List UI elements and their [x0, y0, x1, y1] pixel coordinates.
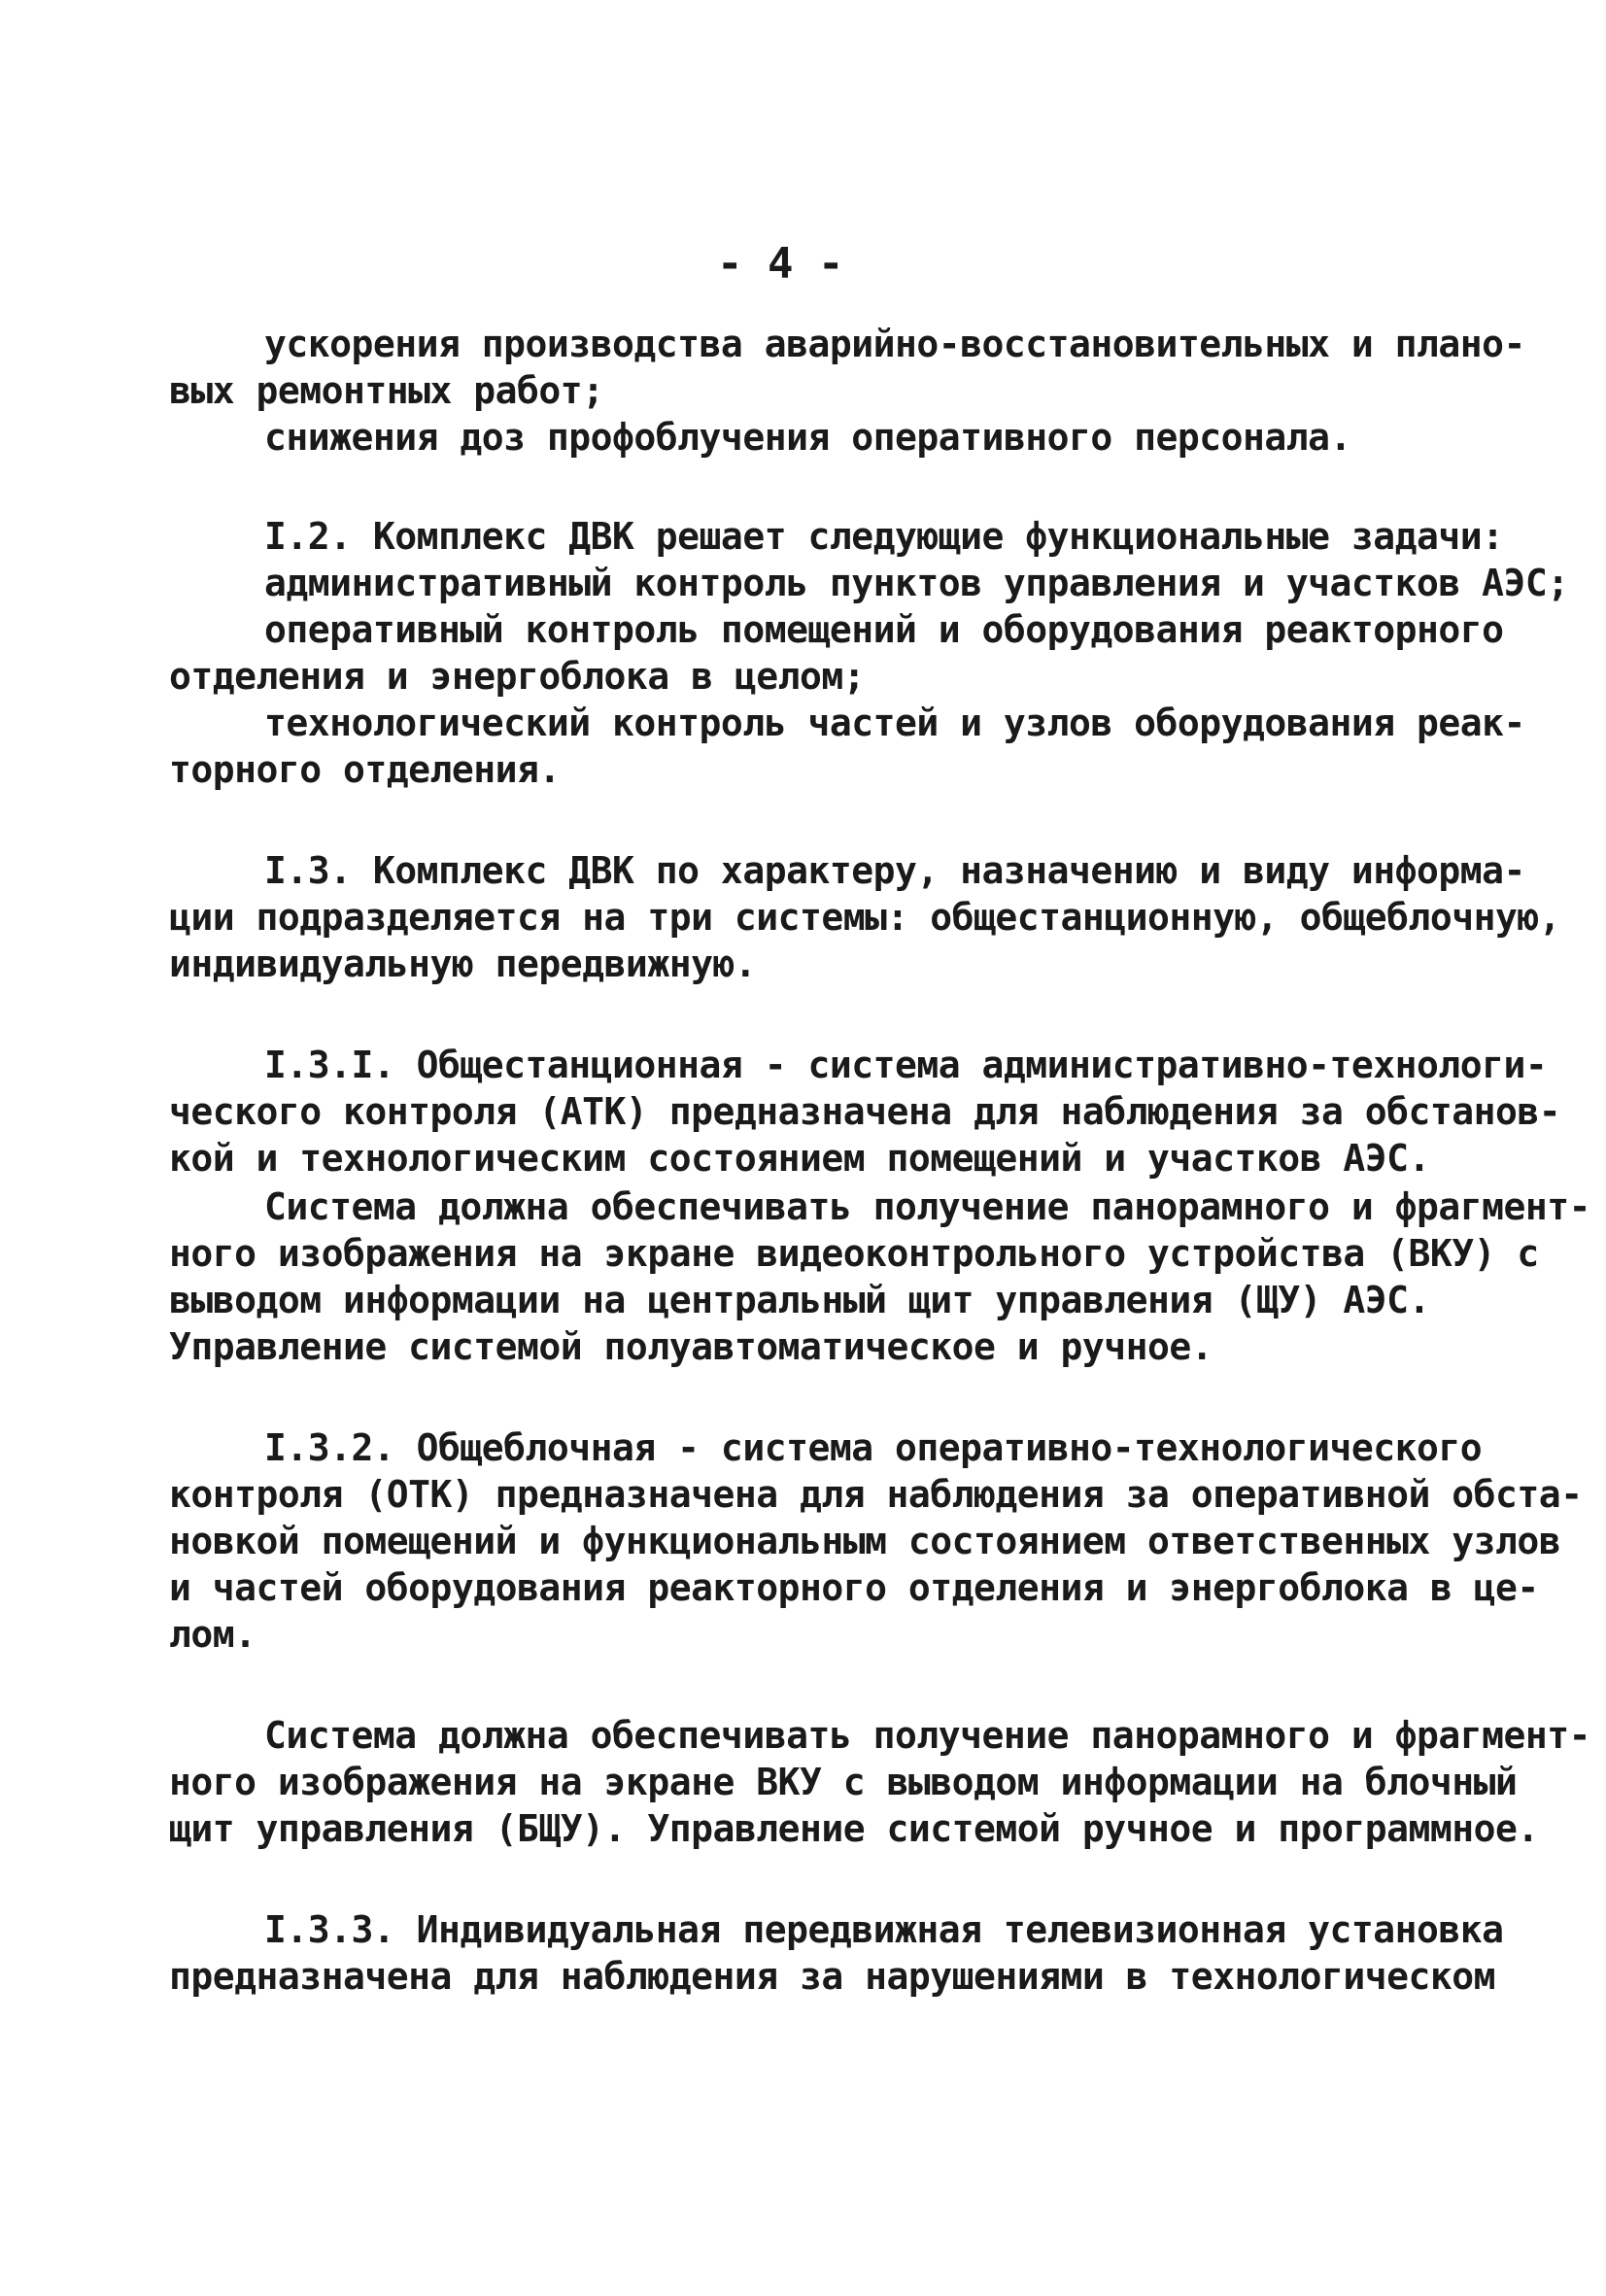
- text-line: щит управления (БЩУ). Управление системой ручное и программное.: [169, 1807, 1539, 1850]
- text-line: административный контроль пунктов управления и участков АЭС;: [264, 562, 1569, 604]
- text-line: ческого контроля (АТК) предназначена для наблюдения за обстанов-: [169, 1090, 1561, 1133]
- text-line: I.3.I. Общестанционная - система административно-технологи-: [264, 1044, 1548, 1086]
- text-line: Управление системой полуавтоматическое и ручное.: [169, 1325, 1213, 1368]
- text-line: кой и технологическим состоянием помещений и участков АЭС.: [169, 1137, 1430, 1180]
- text-line: новкой помещений и функциональным состоянием ответственных узлов: [169, 1520, 1561, 1562]
- text-line: торного отделения.: [169, 748, 561, 791]
- text-line: I.3.2. Общеблочная - система оперативно-технологического: [264, 1426, 1483, 1469]
- text-line: контроля (ОТК) предназначена для наблюдения за оперативной обста-: [169, 1473, 1583, 1516]
- text-line: оперативный контроль помещений и оборудования реакторного: [264, 608, 1504, 651]
- text-line: индивидуальную передвижную.: [169, 942, 757, 985]
- text-line: I.3. Комплекс ДВК по характеру, назначению и виду информа-: [264, 849, 1525, 892]
- text-line: ции подразделяется на три системы: общестанционную, общеблочную,: [169, 896, 1561, 939]
- text-line: Система должна обеспечивать получение панорамного и фрагмент-: [264, 1714, 1591, 1757]
- page-number: - 4 -: [717, 239, 843, 289]
- text-line: ного изображения на экране видеоконтрольного устройства (ВКУ) с: [169, 1232, 1539, 1275]
- text-line: и частей оборудования реакторного отделения и энергоблока в це-: [169, 1566, 1539, 1609]
- text-line: I.3.3. Индивидуальная передвижная телевизионная установка: [264, 1908, 1504, 1951]
- text-line: ускорения производства аварийно-восстановительных и плано-: [264, 323, 1525, 365]
- text-line: лом.: [169, 1613, 256, 1656]
- text-line: I.2. Комплекс ДВК решает следующие функциональные задачи:: [264, 515, 1504, 558]
- text-line: выводом информации на центральный щит управления (ЩУ) АЭС.: [169, 1279, 1430, 1321]
- text-line: снижения доз профоблучения оперативного персонала.: [264, 416, 1351, 459]
- text-line: отделения и энергоблока в целом;: [169, 655, 866, 698]
- text-line: Система должна обеспечивать получение панорамного и фрагмент-: [264, 1185, 1591, 1228]
- text-line: ного изображения на экране ВКУ с выводом информации на блочный: [169, 1761, 1518, 1803]
- text-line: предназначена для наблюдения за нарушениями в технологическом: [169, 1955, 1496, 1998]
- text-line: технологический контроль частей и узлов оборудования реак-: [264, 702, 1525, 744]
- text-line: вых ремонтных работ;: [169, 369, 604, 412]
